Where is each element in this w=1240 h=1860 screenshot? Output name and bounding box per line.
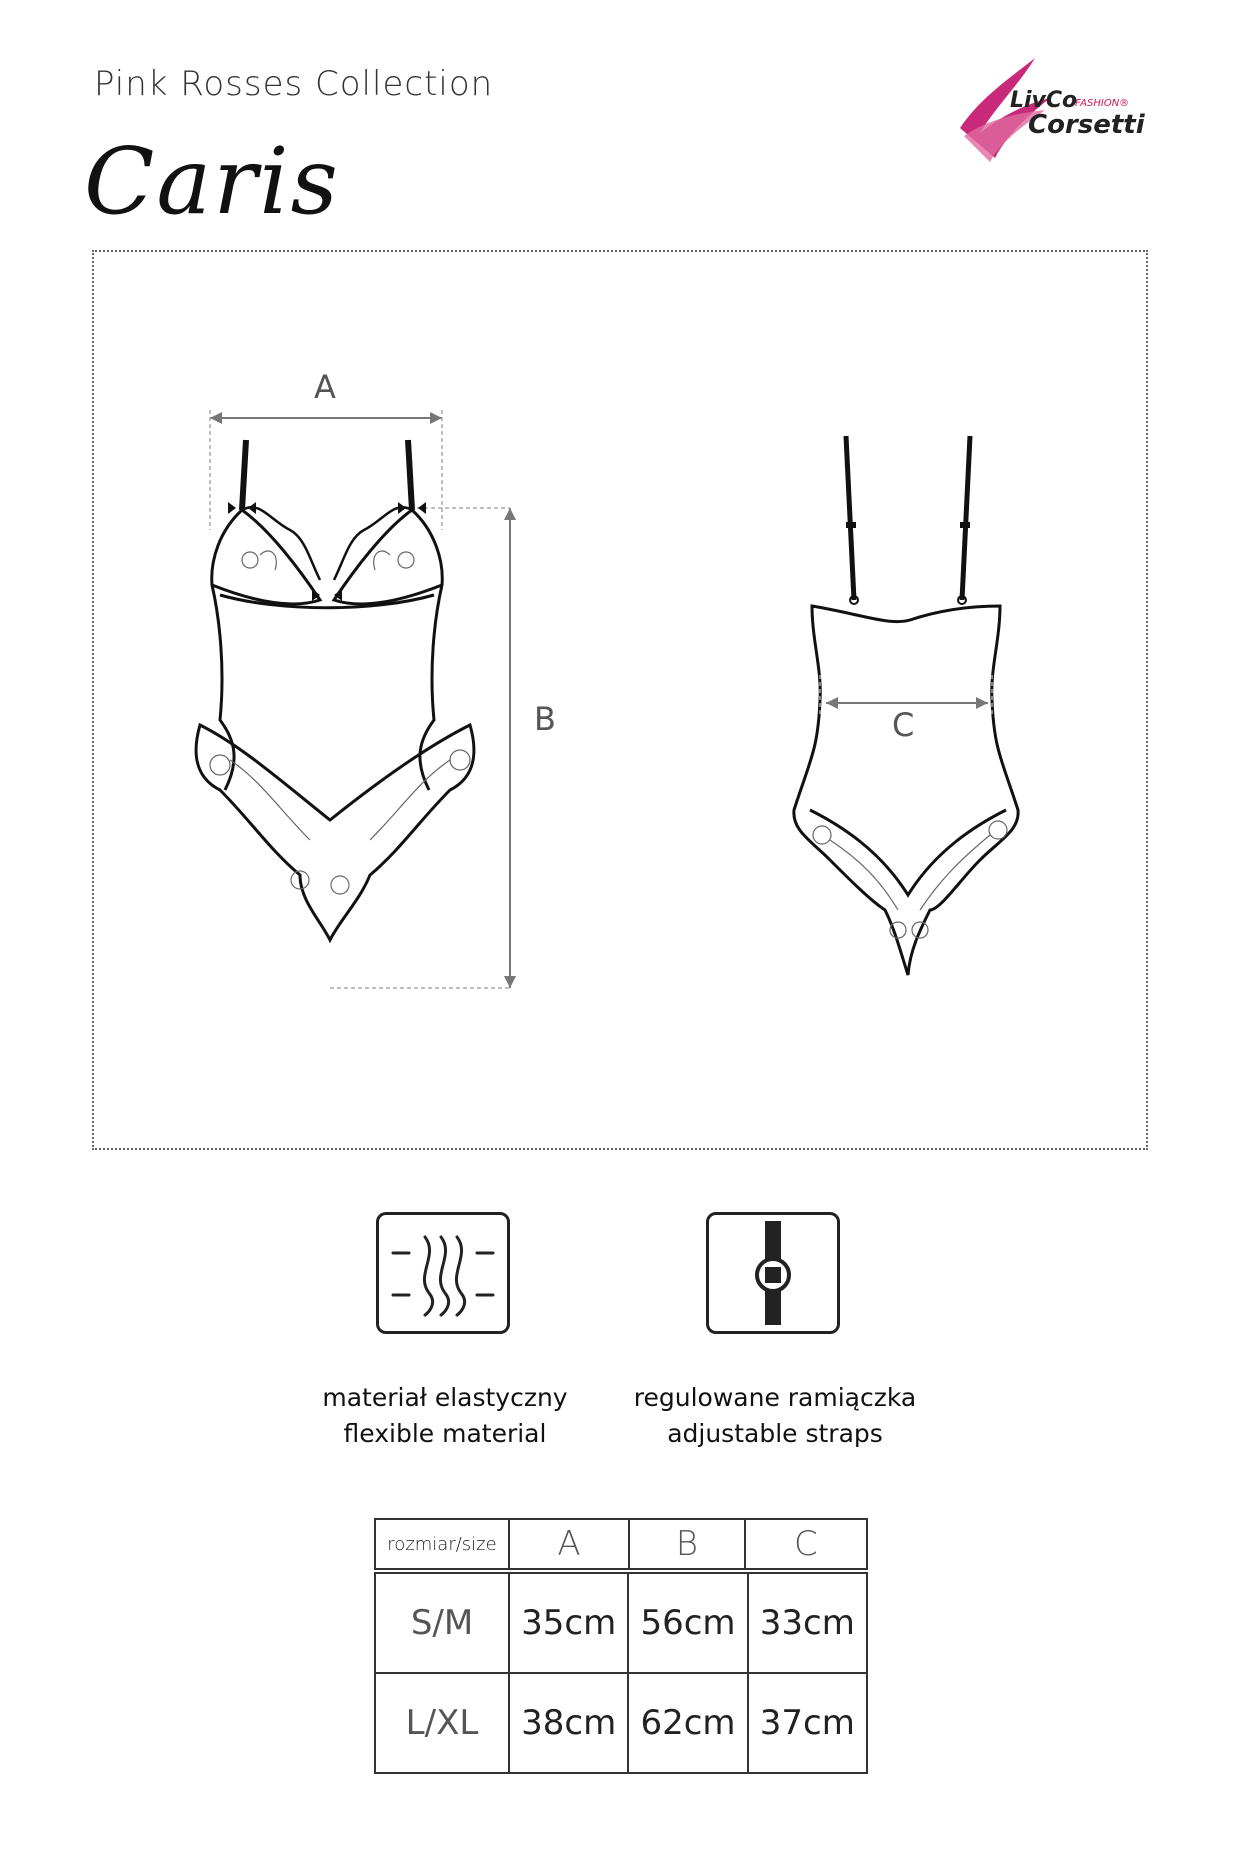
brand-fashion: FASHION® <box>1075 98 1130 109</box>
size-cell: L/XL <box>375 1673 509 1773</box>
feature-flexible <box>290 1380 600 1452</box>
brand-line1: LivCo <box>1010 88 1078 113</box>
header-c: C <box>745 1519 867 1569</box>
dimension-label-c: C <box>892 706 915 744</box>
value-cell: 62cm <box>628 1673 747 1773</box>
value-cell: 35cm <box>509 1573 628 1673</box>
table-row <box>375 1573 867 1673</box>
feature-flexible-en: flexible material <box>343 1419 547 1448</box>
size-cell: S/M <box>375 1573 509 1673</box>
feature-flexible-pl: materiał elastyczny <box>322 1383 568 1412</box>
collection-title: Pink Rosses Collection <box>94 64 494 104</box>
value-cell: 37cm <box>748 1673 867 1773</box>
feature-straps-en: adjustable straps <box>667 1419 883 1448</box>
size-table <box>374 1572 868 1774</box>
header-a: A <box>509 1519 629 1569</box>
brand-line2: Corsetti <box>1028 110 1145 140</box>
table-row <box>375 1673 867 1773</box>
size-table-header <box>374 1518 868 1570</box>
feature-straps-pl: regulowane ramiączka <box>633 1383 917 1412</box>
value-cell: 38cm <box>509 1673 628 1773</box>
value-cell: 56cm <box>628 1573 747 1673</box>
strap-adjust-icon <box>706 1212 840 1334</box>
stretch-icon <box>376 1212 510 1334</box>
brand-logo <box>950 58 1170 168</box>
header-size: rozmiar/size <box>375 1519 509 1569</box>
model-name: Caris <box>84 128 340 235</box>
dimension-label-a: A <box>314 368 336 406</box>
front-bodysuit-illustration <box>180 380 560 1010</box>
value-cell: 33cm <box>748 1573 867 1673</box>
feature-straps <box>610 1380 940 1452</box>
header-b: B <box>629 1519 745 1569</box>
dimension-label-b: B <box>534 700 556 738</box>
